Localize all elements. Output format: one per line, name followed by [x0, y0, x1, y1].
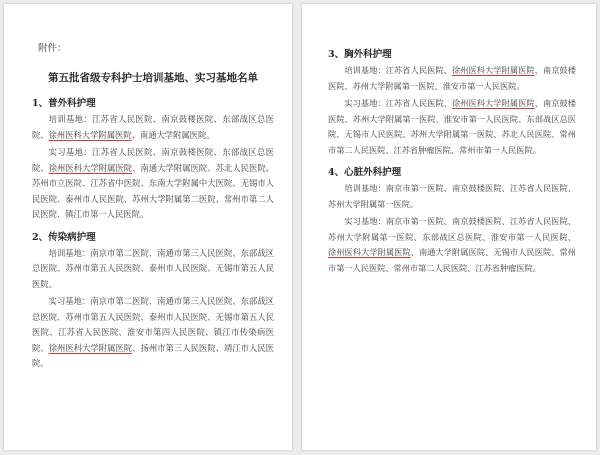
entry-text-segment: 实习基地：江苏省人民医院、: [344, 98, 452, 108]
left-page: [4, 4, 292, 450]
section-heading: 4、心脏外科护理: [328, 167, 402, 178]
base-entry-paragraph: [328, 63, 576, 94]
entry-text-segment: 、扬州市第三人民医院、靖江市人民医院。: [32, 342, 274, 368]
base-entry-paragraph: [328, 96, 576, 158]
left-sections: [32, 95, 274, 372]
entry-text-segment: 、南通大学附属医院、苏北人民医院、苏州市立医院、江苏省中医院、东南大学附属中大医院、无锡市人民医院、泰州市人民医院、苏州大学附属第二医院、常州市第二人民医院、镇江市第一人民医院。: [32, 162, 274, 219]
entry-text-segment: 培训基地：南京市第一医院、南京鼓楼医院、江苏省人民医院、苏州大学附属第一医院。: [328, 183, 576, 209]
highlighted-hospital-name: 徐州医科大学附属医院: [451, 98, 535, 108]
base-entry-paragraph: [32, 246, 274, 293]
entry-text-segment: 培训基地：江苏省人民医院、南京鼓楼医院、东部战区总医院、: [32, 114, 274, 140]
highlighted-hospital-name: 徐州医科大学附属医院: [48, 342, 133, 353]
base-entry-paragraph: [32, 145, 274, 223]
entry-text-segment: 实习基地：南京市第二医院、南通市第三人民医院、东部战区总医院、苏州市第五人民医院、泰州市人民医院、无锡市第五人民医院、江苏省人民医院、淮安市第四人民医院、镇江市传染病医院、: [32, 296, 274, 353]
section-heading: 1、普外科护理: [32, 98, 96, 109]
document-title: 第五批省级专科护士培训基地、实习基地名单: [48, 72, 258, 84]
base-entry-paragraph: [328, 214, 576, 276]
entry-text-segment: 培训基地：江苏省人民医院、: [344, 65, 452, 75]
section-heading: 2、传染病护理: [32, 231, 96, 243]
highlighted-hospital-name: 徐州医科大学附属医院: [48, 129, 132, 140]
section-heading: 3、胸外科护理: [328, 49, 392, 60]
entry-text-segment: 、南京鼓楼医院、苏州大学附属第一医院、淮安市第一人民医院、东部战区总医院、无锡市人民医院、苏州大学附属第一医院、苏北人民医院、常州市第二人民医院、江苏省肿瘤医院、常州市第一人民医院。: [328, 98, 576, 155]
entry-text-segment: 、南通大学附属医院、无锡市人民医院、常州市第一人民医院、常州市第二人民医院、江苏省肿瘤医院。: [328, 247, 576, 273]
highlighted-hospital-name: 徐州医科大学附属医院: [328, 247, 411, 257]
entry-text-segment: 、南通大学附属医院。: [131, 129, 215, 140]
entry-text-segment: 实习基地：南京市第一医院、南京鼓楼医院、江苏省人民医院、苏州大学附属第一医院、东部战区总医院、淮安市第一人民医院、: [328, 216, 576, 242]
base-entry-paragraph: [328, 181, 576, 212]
highlighted-hospital-name: 徐州医科大学附属医院: [451, 65, 535, 75]
highlighted-hospital-name: 徐州医科大学附属医院: [48, 162, 133, 173]
right-sections: [328, 46, 576, 276]
entry-text-segment: 培训基地：南京市第二医院、南通市第三人民医院、东部战区总医院、苏州市第五人民医院、泰州市人民医院、无锡市第五人民医院。: [32, 247, 274, 289]
entry-text-segment: 实习基地：江苏省人民医院、南京鼓楼医院、东部战区总医院、: [32, 147, 274, 173]
base-entry-paragraph: [32, 294, 274, 372]
right-page: [302, 4, 596, 450]
attachment-label: 附件：: [38, 43, 67, 54]
base-entry-paragraph: [32, 112, 274, 143]
entry-text-segment: 、南京鼓楼医院、苏州大学附属第一医院、淮安市第一人民医院。: [328, 65, 576, 91]
